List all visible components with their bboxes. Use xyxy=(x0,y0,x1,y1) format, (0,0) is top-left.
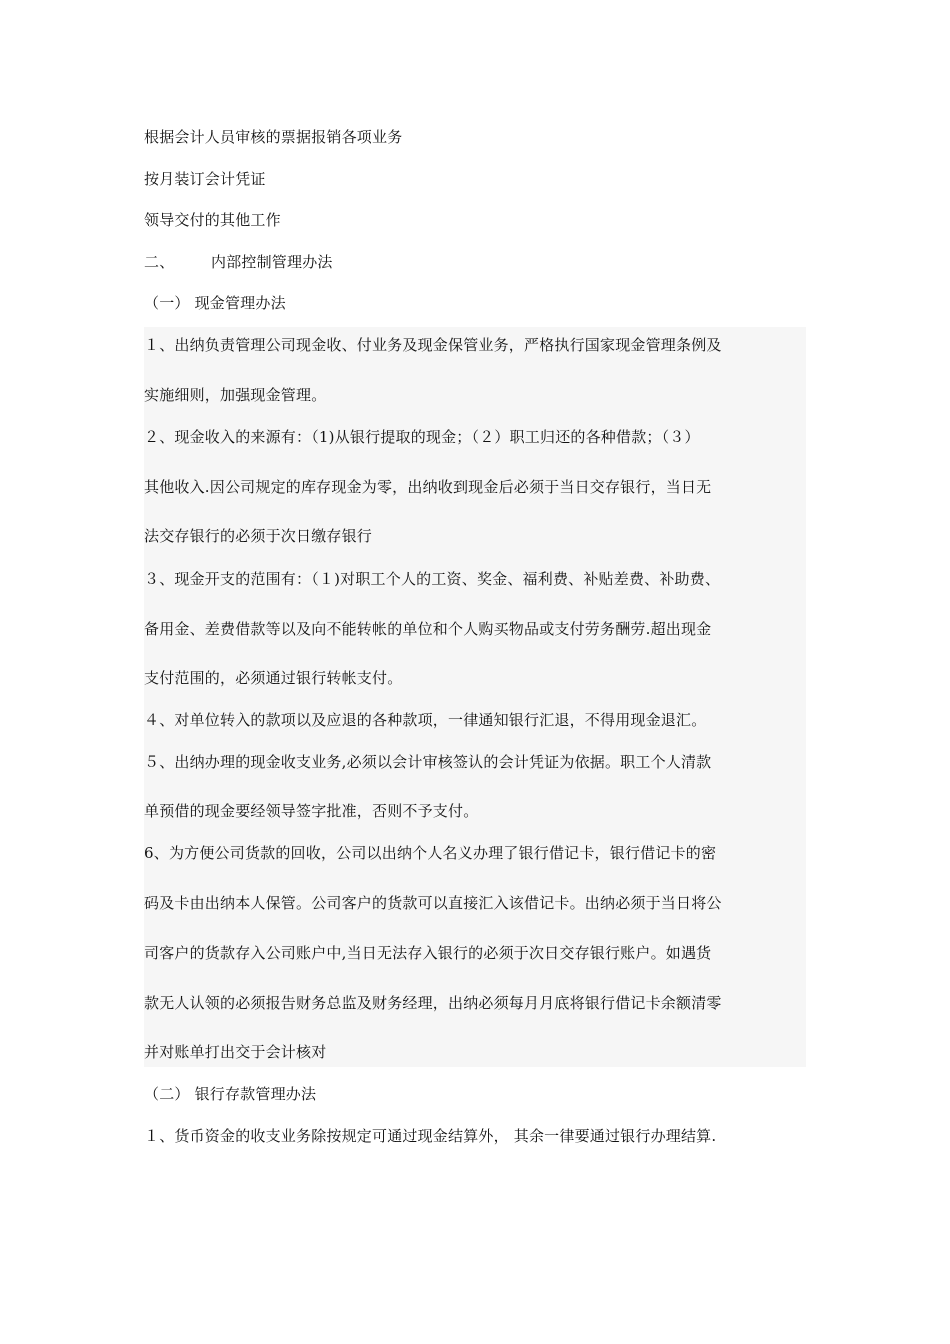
paragraph-line: 6、为方便公司货款的回收，公司以出纳个人名义办理了银行借记卡，银行借记卡的密 xyxy=(144,844,717,862)
paragraph-line: 按月装订会计凭证 xyxy=(144,170,266,188)
subsection-heading: （一） 现金管理办法 xyxy=(144,294,286,312)
paragraph-line: 司客户的货款存入公司账户中,当日无法存入银行的必须于次日交存银行账户。如遇货 xyxy=(144,944,712,962)
paragraph-line: 领导交付的其他工作 xyxy=(144,211,281,229)
paragraph-line: ２、现金收入的来源有：（1)从银行提取的现金；（２）职工归还的各种借款；（３） xyxy=(144,428,700,446)
paragraph-line: 根据会计人员审核的票据报销各项业务 xyxy=(144,128,403,146)
paragraph-line: 备用金、差费借款等以及向不能转帐的单位和个人购买物品或支付劳务酬劳.超出现金 xyxy=(144,620,712,638)
paragraph-line: １、出纳负责管理公司现金收、付业务及现金保管业务，严格执行国家现金管理条例及 xyxy=(144,336,722,354)
paragraph-line: ５、出纳办理的现金收支业务,必须以会计审核签认的会计凭证为依据。职工个人清款 xyxy=(144,753,712,771)
paragraph-line: 实施细则，加强现金管理。 xyxy=(144,386,327,404)
paragraph-line: ３、现金开支的范围有：（１)对职工个人的工资、奖金、福利费、补贴差费、补助费、 xyxy=(144,570,721,588)
section-title: 内部控制管理办法 xyxy=(211,253,333,271)
paragraph-line: 法交存银行的必须于次日缴存银行 xyxy=(144,527,373,545)
section-number: 二、 xyxy=(144,253,175,271)
paragraph-line: 并对账单打出交于会计核对 xyxy=(144,1043,327,1061)
paragraph-line: 码及卡由出纳本人保管。公司客户的货款可以直接汇入该借记卡。出纳必须于当日将公 xyxy=(144,894,722,912)
paragraph-line: 款无人认领的必须报告财务总监及财务经理，出纳必须每月月底将银行借记卡余额清零 xyxy=(144,994,722,1012)
subsection-heading: （二） 银行存款管理办法 xyxy=(144,1085,317,1103)
paragraph-line: ４、对单位转入的款项以及应退的各种款项，一律通知银行汇退，不得用现金退汇。 xyxy=(144,711,707,729)
paragraph-line: １、货币资金的收支业务除按规定可通过现金结算外， 其余一律要通过银行办理结算. xyxy=(144,1127,717,1145)
paragraph-line: 单预借的现金要经领导签字批准，否则不予支付。 xyxy=(144,802,479,820)
section-heading xyxy=(144,252,333,272)
paragraph-line: 其他收入.因公司规定的库存现金为零，出纳收到现金后必须于当日交存银行，当日无 xyxy=(144,478,712,496)
paragraph-line: 支付范围的，必须通过银行转帐支付。 xyxy=(144,669,403,687)
